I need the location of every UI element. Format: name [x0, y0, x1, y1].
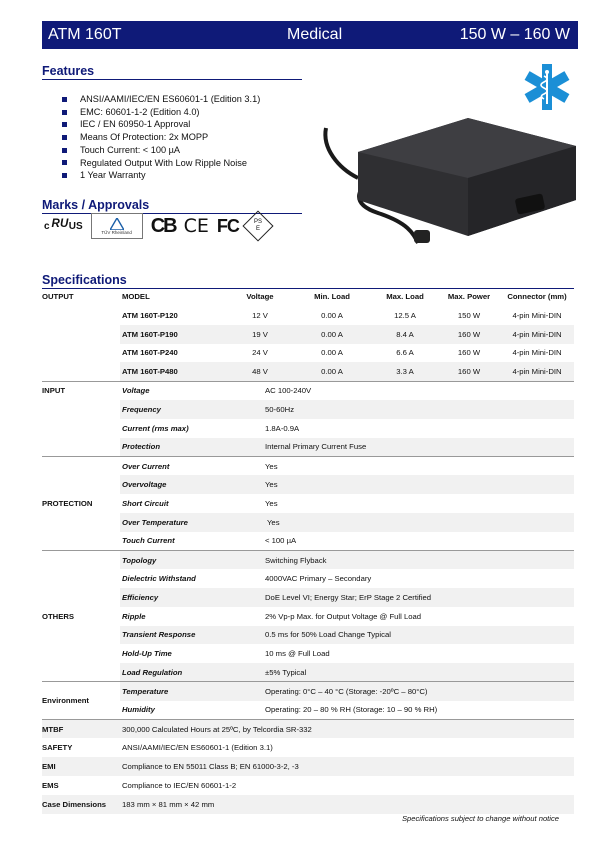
group-label-others: OTHERS — [42, 550, 120, 682]
group-label-input: INPUT — [42, 381, 120, 400]
protection-row: Over Temperature Yes — [42, 513, 574, 532]
bullet-icon — [62, 97, 67, 102]
column-header: Min. Load — [314, 292, 350, 301]
bullet-icon — [62, 135, 67, 140]
environment-row: Humidity Operating: 20 – 80 % RH (Storage: 10 – 90 % RH) — [122, 705, 438, 715]
feature-item: IEC / EN 60950-1 Approval — [62, 118, 260, 131]
features-list — [62, 93, 260, 182]
tuv-mark: TÜV Rheinland — [91, 213, 143, 239]
ems-row: EMS Compliance to IEC/EN 60601-1-2 — [42, 780, 237, 790]
features-divider — [42, 79, 302, 80]
power-adapter-image — [318, 108, 580, 248]
input-row: Frequency 50-60Hz — [42, 400, 574, 419]
pse-mark: PS E — [242, 210, 273, 241]
feature-item: 1 Year Warranty — [62, 169, 260, 182]
bullet-icon — [62, 173, 67, 178]
cb-mark: CB — [150, 214, 176, 237]
mtbf-row: MTBF 300,000 Calculated Hours at 25ºC, by Telcordia SR-332 — [42, 720, 574, 739]
tuv-triangle-icon — [110, 218, 124, 230]
output-header-row — [42, 287, 574, 306]
group-label-output: OUTPUT — [42, 292, 74, 301]
bullet-icon — [62, 122, 67, 127]
column-header: Max. Load — [386, 292, 424, 301]
environment-row: Environment Temperature Operating: 0°C – 40 °C (Storage: -20ºC – 80°C) — [42, 682, 574, 701]
safety-row: SAFETY ANSI/AAMI/IEC/EN ES60601-1 (Edition 3.1) — [42, 743, 273, 753]
approval-marks — [44, 211, 269, 241]
others-row: Dielectric Withstand 4000VAC Primary – Secondary — [122, 574, 372, 584]
title-bar — [42, 21, 578, 49]
product-category: Medical — [287, 26, 343, 43]
protection-row: PROTECTION Over Current Yes — [42, 456, 574, 475]
bullet-icon — [62, 148, 67, 153]
others-row: Ripple 2% Vp-p Max. for Output Voltage @ Full Load — [122, 611, 422, 621]
bullet-icon — [62, 110, 67, 115]
group-label-protection: PROTECTION — [42, 456, 120, 550]
output-row: ATM 160T-P190 19 V 0.00 A 8.4 A 160 W 4-pin Mini-DIN — [42, 325, 574, 344]
case-dimensions-row: Case Dimensions 183 mm × 81 mm × 42 mm — [42, 795, 574, 814]
power-range: 150 W – 160 W — [459, 26, 570, 43]
output-row: ATM 160T-P240 24 V 0.00 A 6.6 A 160 W 4-pin Mini-DIN — [122, 348, 562, 358]
protection-row: Touch Current < 100 µA — [122, 536, 297, 546]
feature-item: ANSI/AAMI/IEC/EN ES60601-1 (Edition 3.1) — [62, 93, 260, 106]
specifications-heading: Specifications — [42, 273, 127, 287]
input-row: Current (rms max) 1.8A-0.9A — [122, 423, 300, 433]
feature-item: EMC: 60601-1-2 (Edition 4.0) — [62, 106, 260, 119]
emi-row: EMI Compliance to EN 55011 Class B; EN 61000-3-2, -3 — [42, 757, 574, 776]
column-header: MODEL — [122, 292, 150, 301]
others-row: Load Regulation ±5% Typical — [42, 663, 574, 682]
specifications-table — [42, 287, 574, 814]
marks-heading: Marks / Approvals — [42, 198, 150, 212]
input-row: Protection Internal Primary Current Fuse — [42, 438, 574, 457]
feature-item: Means Of Protection: 2x MOPP — [62, 131, 260, 144]
features-heading: Features — [42, 64, 95, 78]
protection-row: Overvoltage Yes — [42, 475, 574, 494]
others-row: Hold-Up Time 10 ms @ Full Load — [122, 649, 330, 659]
product-model: ATM 160T — [48, 26, 122, 43]
column-header: Connector (mm) — [507, 292, 567, 301]
star-of-life-icon — [522, 62, 572, 112]
feature-item: Regulated Output With Low Ripple Noise — [62, 157, 260, 170]
input-row: INPUT Voltage AC 100-240V — [42, 381, 574, 400]
output-row: ATM 160T-P480 48 V 0.00 A 3.3 A 160 W 4-pin Mini-DIN — [42, 362, 574, 381]
feature-item: Touch Current: < 100 µA — [62, 144, 260, 157]
ul-logo-icon: ᴿᵁ — [50, 216, 68, 235]
column-header: Max. Power — [447, 292, 491, 301]
cul-us-mark: c ᴿᵁ US — [44, 216, 83, 235]
fcc-mark: FC — [216, 215, 239, 236]
column-header: Voltage — [246, 292, 274, 301]
group-label-environment: Environment — [42, 682, 120, 720]
protection-row: Short Circuit Yes — [122, 498, 278, 508]
others-row: Transient Response 0.5 ms for 50% Load Change Typical — [42, 626, 574, 645]
output-row: ATM 160T-P120 12 V 0.00 A 12.5 A 150 W 4-pin Mini-DIN — [122, 310, 562, 320]
others-row: Efficiency DoE Level VI; Energy Star; ErP Stage 2 Certified — [42, 588, 574, 607]
ce-mark: CE — [183, 215, 209, 237]
others-row: OTHERS Topology Switching Flyback — [42, 550, 574, 569]
bullet-icon — [62, 160, 67, 165]
footnote: Specifications subject to change without notice — [401, 814, 559, 823]
